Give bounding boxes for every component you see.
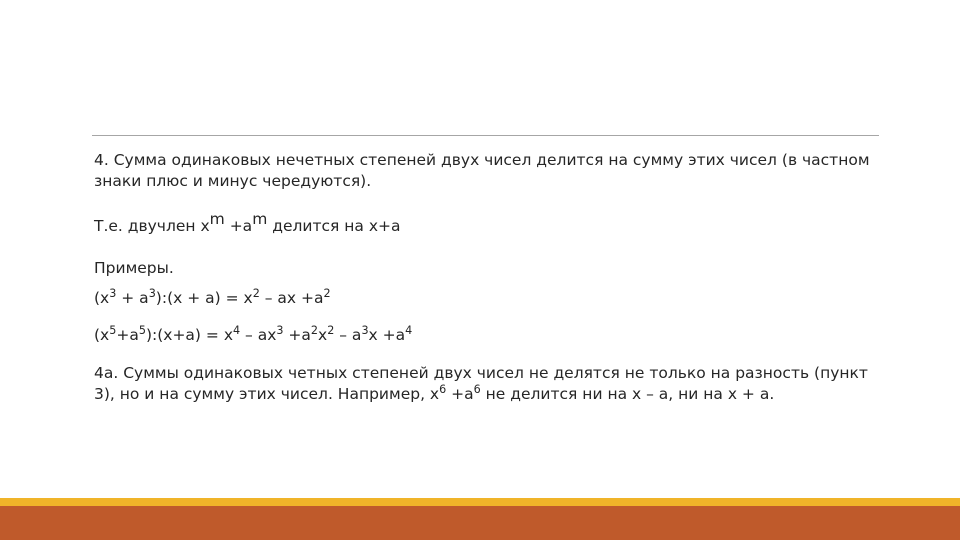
ex2-s4: 3 — [276, 323, 284, 337]
example-1 — [94, 288, 331, 309]
ex2-s7: 3 — [361, 323, 369, 337]
binomial-text-a: Т.е. двучлен x — [94, 217, 210, 235]
ex2-s6: 2 — [327, 323, 335, 337]
binomial-text-c: делится на x+a — [267, 217, 401, 235]
p6-s2: 6 — [473, 382, 481, 396]
ex2-e: +a — [283, 326, 311, 344]
binomial-statement — [94, 210, 401, 237]
p6-c: не делится ни на x – a, ни на x + a. — [480, 385, 775, 403]
p6-b: +a — [446, 385, 474, 403]
ex2-d: – ax — [240, 326, 277, 344]
footer-bar — [0, 506, 960, 540]
p6-s1: 6 — [439, 382, 447, 396]
ex2-b: +a — [116, 326, 139, 344]
ex1-d: – ax +a — [259, 289, 324, 307]
ex2-a: (x — [94, 326, 110, 344]
divider-line — [92, 135, 879, 136]
ex1-c: ):(x + a) = x — [155, 289, 253, 307]
ex2-f: x — [318, 326, 328, 344]
ex1-s3: 2 — [252, 286, 260, 300]
ex2-h: x +a — [368, 326, 406, 344]
binomial-text-b: +a — [224, 217, 253, 235]
ex2-g: – a — [334, 326, 362, 344]
ex1-b: + a — [116, 289, 149, 307]
ex2-s5: 2 — [310, 323, 319, 337]
binomial-exp-2: m — [252, 210, 268, 229]
ex2-s2: 5 — [138, 323, 146, 337]
ex1-s1: 3 — [109, 286, 117, 300]
ex1-s2: 3 — [148, 286, 156, 300]
ex1-s4: 2 — [323, 286, 331, 300]
example-2 — [94, 325, 412, 346]
statement-4a — [94, 363, 884, 405]
ex2-s3: 4 — [233, 323, 241, 337]
ex2-c: ):(x+a) = x — [145, 326, 233, 344]
footer-accent-band — [0, 498, 960, 506]
examples-heading: Примеры. — [94, 259, 174, 277]
p6-a: 4а. Суммы одинаковых четных степеней двух чисел не делятся не только на разность (пункт 3), но и на сумму этих чисел. Например, x — [94, 364, 868, 403]
ex1-a: (x — [94, 289, 110, 307]
ex2-s8: 4 — [405, 323, 413, 337]
ex2-s1: 5 — [109, 323, 117, 337]
binomial-exp-1: m — [209, 210, 225, 229]
statement-4: 4. Сумма одинаковых нечетных степеней двух чисел делится на сумму этих чисел (в частном знаки плюс и минус чередуются). — [94, 151, 870, 190]
